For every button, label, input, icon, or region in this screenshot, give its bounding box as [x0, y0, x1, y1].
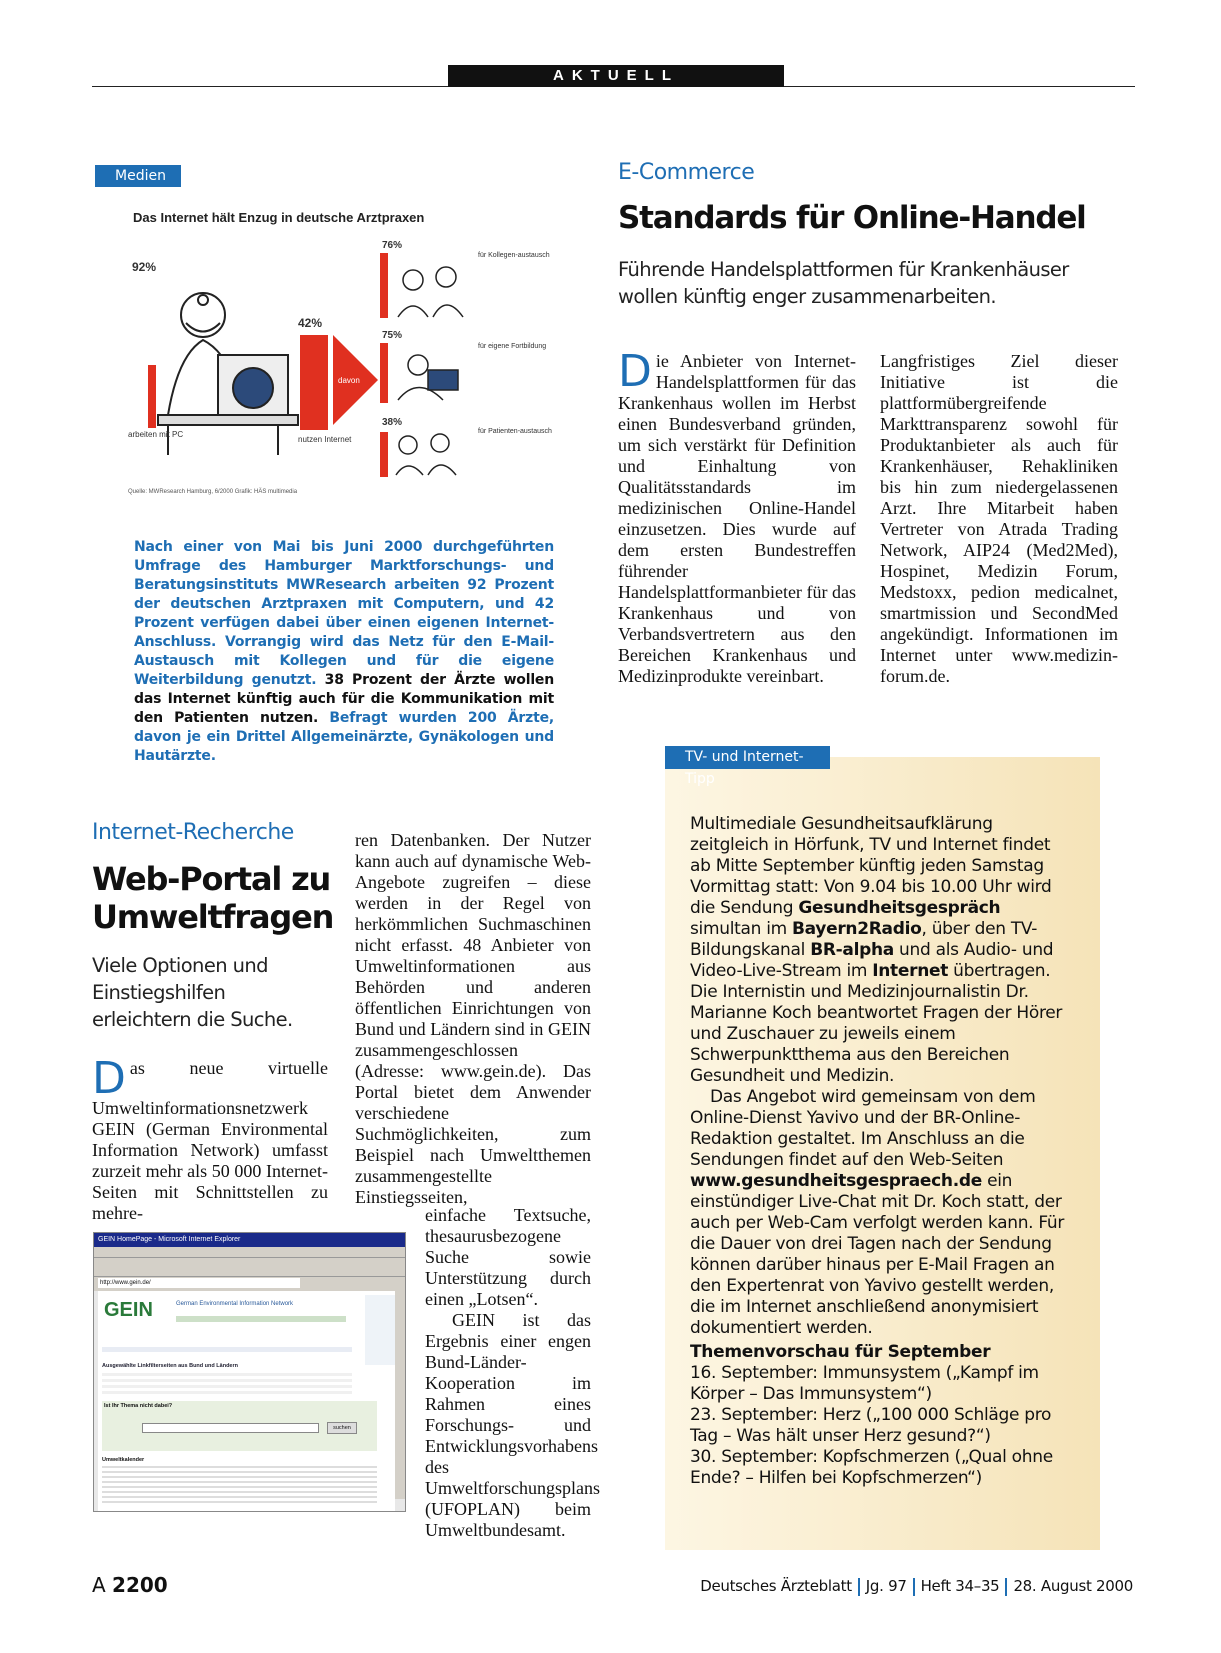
gein-calendar-text [102, 1466, 377, 1506]
preview-item-2: 23. September: Herz („100 000 Schläge pro Tag – Was hält unser Herz gesund?“) [690, 1405, 1052, 1446]
infographic-source: Quelle: MWResearch Hamburg, 6/2000 Grafik: HÄS multimedia [128, 489, 298, 495]
bar-75 [380, 343, 388, 403]
label-patienten: für Patienten-austausch [478, 428, 552, 435]
gein-screenshot [93, 1232, 406, 1512]
menu-bar [94, 1247, 405, 1258]
ecommerce-dropcap: D [618, 346, 652, 397]
toolbar [94, 1258, 405, 1277]
gein-logo: GEIN [104, 1299, 153, 1321]
recherche-col-1 [92, 1053, 328, 1224]
infographic-title: Das Internet hält Enzug in deutsche Arztpraxen [133, 210, 425, 225]
journal-name: Deutsches Ärzteblatt [700, 1577, 852, 1595]
gein-search-panel [102, 1401, 377, 1451]
gein-section-3: Umweltkalender [102, 1457, 145, 1463]
label-76: 76% [382, 240, 403, 251]
bar-42 [300, 335, 328, 430]
ecommerce-col-1-text: ie Anbieter von Internet-Handelsplattformen für das Krankenhaus wollen im Herbst einen Bundesverband gründen, um sich verstärkt für Definition und Einhaltung von Qualitätsstandards im medizinischen Online-Handel einzusetzen. Dies wurde auf dem ersten Bundestreffen führender Handelsplattformanbieter für das Krankenhaus und von Verbandsvertretern aus den Bereichen Krankenhaus und Medizinprodukte vereinbart. [618, 351, 856, 686]
gein-logo-sub: German Environmental Information Network [176, 1301, 294, 1307]
gein-nav [176, 1316, 346, 1322]
journal-issue: Heft 34–35 [920, 1577, 1000, 1595]
infographic [128, 205, 568, 535]
gein-link-list [102, 1373, 352, 1395]
caption-part-3: Befragt wurden 200 Ärzte, davon je ein Drittel Allgemeinärzte, Gynäkologen und Hautärzte. [134, 710, 554, 764]
bar-76 [380, 253, 388, 318]
ecommerce-col-2: Langfristiges Ziel dieser Initiative ist die plattformübergreifende Markttransparenz sowohl für Produktanbieter als auch für Krankenhäuser, Rehakliniken bis hin zum niedergelassenen Arzt. Ihre Mitarbeit haben Vertreter von Atrada Trading Network, AIP24 (Med2Med), Hospinet, Medizin Forum, Medstoxx, pedion medicalnet, smartmission und SecondMed angekündigt. Informationen im Internet unter www.medizin-forum.de. [880, 351, 1118, 686]
gein-search-button[interactable]: suchen [327, 1422, 357, 1434]
preview-title: Themenvorschau für September [690, 1342, 991, 1362]
tip-tag: TV- und Internet-Tipp [665, 746, 830, 769]
journal-info [700, 1577, 1133, 1596]
page-number-value: 2200 [112, 1573, 168, 1597]
address-field: http://www.gein.de/ [98, 1278, 300, 1288]
gein-search-input[interactable] [142, 1423, 319, 1433]
recherche-headline-line-1: Web-Portal zu [92, 860, 331, 898]
gein-section-1: Ausgewählte Linkfilterseiten aus Bund und Ländern [102, 1363, 238, 1369]
medien-tag: Medien [95, 165, 181, 187]
recherche-col-1-text: as neue virtuelle Umweltinformationsnetzwerk GEIN (German Environmental Information Network) umfasst zurzeit mehr als 50 000 Internet-Seiten mit Schnittstellen zu mehre- [92, 1058, 328, 1223]
tip-url[interactable]: www.gesundheitsgespraech.de [690, 1171, 982, 1191]
gein-page [98, 1291, 395, 1511]
preview-item-1: 16. September: Immunsystem („Kampf im Körper – Das Immunsystem“) [690, 1363, 1039, 1404]
page-prefix: A [92, 1573, 106, 1597]
label-92: 92% [132, 260, 157, 274]
label-38: 38% [382, 417, 403, 428]
recherche-headline-line-2: Umweltfragen [92, 898, 334, 936]
gein-section-2: Ist Ihr Thema nicht dabei? [104, 1403, 173, 1409]
journal-date: 28. August 2000 [1013, 1577, 1133, 1595]
journal-volume: Jg. 97 [865, 1577, 907, 1595]
patient-illustration [396, 434, 456, 475]
gein-sidebar [365, 1295, 395, 1365]
label-davon: davon [338, 376, 360, 385]
ecommerce-kicker: E-Commerce [618, 160, 755, 185]
gein-row [102, 1347, 352, 1352]
label-nutzen: nutzen Internet [298, 435, 352, 444]
gein-scrollbar[interactable] [395, 1289, 405, 1499]
recherche-kicker: Internet-Recherche [92, 820, 294, 845]
doctors-illustration-1 [398, 267, 463, 317]
address-bar [94, 1277, 405, 1291]
section-header: AKTUELL [448, 65, 784, 87]
ecommerce-deck: Führende Handelsplattformen für Krankenhäuser wollen künftig enger zusammenarbeiten. [618, 258, 1069, 308]
ecommerce-col-1 [618, 346, 856, 687]
recherche-dropcap: D [92, 1053, 126, 1104]
medien-caption [134, 538, 554, 766]
reader-illustration [398, 355, 458, 400]
recherche-headline [92, 860, 333, 936]
window-titlebar: GEIN HomePage - Microsoft Internet Explorer [94, 1233, 405, 1247]
tip-text [690, 814, 1068, 1489]
tip-paragraph-2: Das Angebot wird gemeinsam von dem Online-Dienst Yavivo und der BR-Online-Redaktion gestaltet. Im Anschluss an die Sendungen findet auf den Web-Seiten www.gesundheitsgespraech.de ein einstündiger Live-Chat mit Dr. Koch statt, der auch per Web-Cam verfolgt werden kann. Für die Dauer von drei Tagen nach der Sendung können darüber hinaus per E-Mail Fragen an den Expertenrat von Yavivo gestellt werden, die im Internet anschließend anonymisiert dokumentiert werden. [690, 1087, 1065, 1338]
bar-92 [148, 365, 156, 428]
label-42: 42% [298, 316, 323, 330]
label-arbeiten: arbeiten mit PC [128, 430, 184, 439]
tip-paragraph-1: Multimediale Gesundheitsaufklärung zeitgleich in Hörfunk, TV und Internet findet ab Mitte September künftig jeden Samstag Vormittag statt: Von 9.04 bis 10.00 Uhr wird die Sendung Gesundheitsgespräch simultan im Bayern2Radio, über den TV-Bildungskanal BR-alpha und als Audio- und Video-Live-Stream im Internet übertragen. Die Internistin und Medizinjournalistin Dr. Marianne Koch beantwortet Fragen der Hörer und Zuschauer zu jeweils einem Schwerpunktthema aus den Bereichen Gesundheit und Medizin. [690, 814, 1063, 1086]
label-fortbildung: für eigene Fortbildung [478, 343, 547, 350]
recherche-col-2a: ren Datenbanken. Der Nutzer kann auch auf dynamische Web-Angebote zugreifen – diese werden in der Regel von herkömmlichen Suchmaschinen nicht erfasst. 48 Anbieter von Umweltinformationen aus Behörden und anderen öffentlichen Einrichtungen von Bund und Ländern sind in GEIN zusammengeschlossen (Adresse: www.gein.de). Das Portal bietet dem Anwender verschiedene Suchmöglichkeiten, zum Beispiel nach Umweltthemen zusammengestellte Einstiegsseiten, [355, 830, 591, 1207]
page-number [92, 1573, 168, 1597]
label-75: 75% [382, 330, 403, 341]
bar-38 [380, 432, 388, 477]
ecommerce-headline: Standards für Online-Handel [618, 200, 1086, 236]
recherche-col-2b: einfache Textsuche, thesaurusbezogene Suche sowie Unterstützung durch einen „Lotsen“. [425, 1205, 591, 1309]
label-kollegen: für Kollegen-austausch [478, 252, 550, 259]
preview-item-3: 30. September: Kopfschmerzen („Qual ohne Ende? – Hilfen bei Kopfschmerzen“) [690, 1447, 1053, 1488]
caption-part-1: Nach einer von Mai bis Juni 2000 durchgeführten Umfrage des Hamburger Marktforschungs- und Beratungsinstituts MWResearch arbeiten 92 Prozent der deutschen Arztpraxen mit Computern, und 42 Prozent verfügen dabei über einen eigenen Internet-Anschluss. Vorrangig wird das Netz für den E-Mail-Austausch mit Kollegen und für die eigene Weiterbildung genutzt. [134, 539, 554, 688]
caption-part-2: 38 Prozent der Ärzte wollen das Internet künftig auch für die Kommunikation mit den Patienten nutzen. [134, 672, 554, 726]
recherche-col-2c: GEIN ist das Ergebnis einer engen Bund-Länder-Kooperation im Rahmen eines Forschungs- und Entwicklungsvorhabens des Umweltforschungsplans (UFOPLAN) beim Umweltbundesamt. [425, 1310, 600, 1540]
recherche-deck: Viele Optionen und Einstiegshilfen erleichtern die Suche. [92, 954, 293, 1031]
